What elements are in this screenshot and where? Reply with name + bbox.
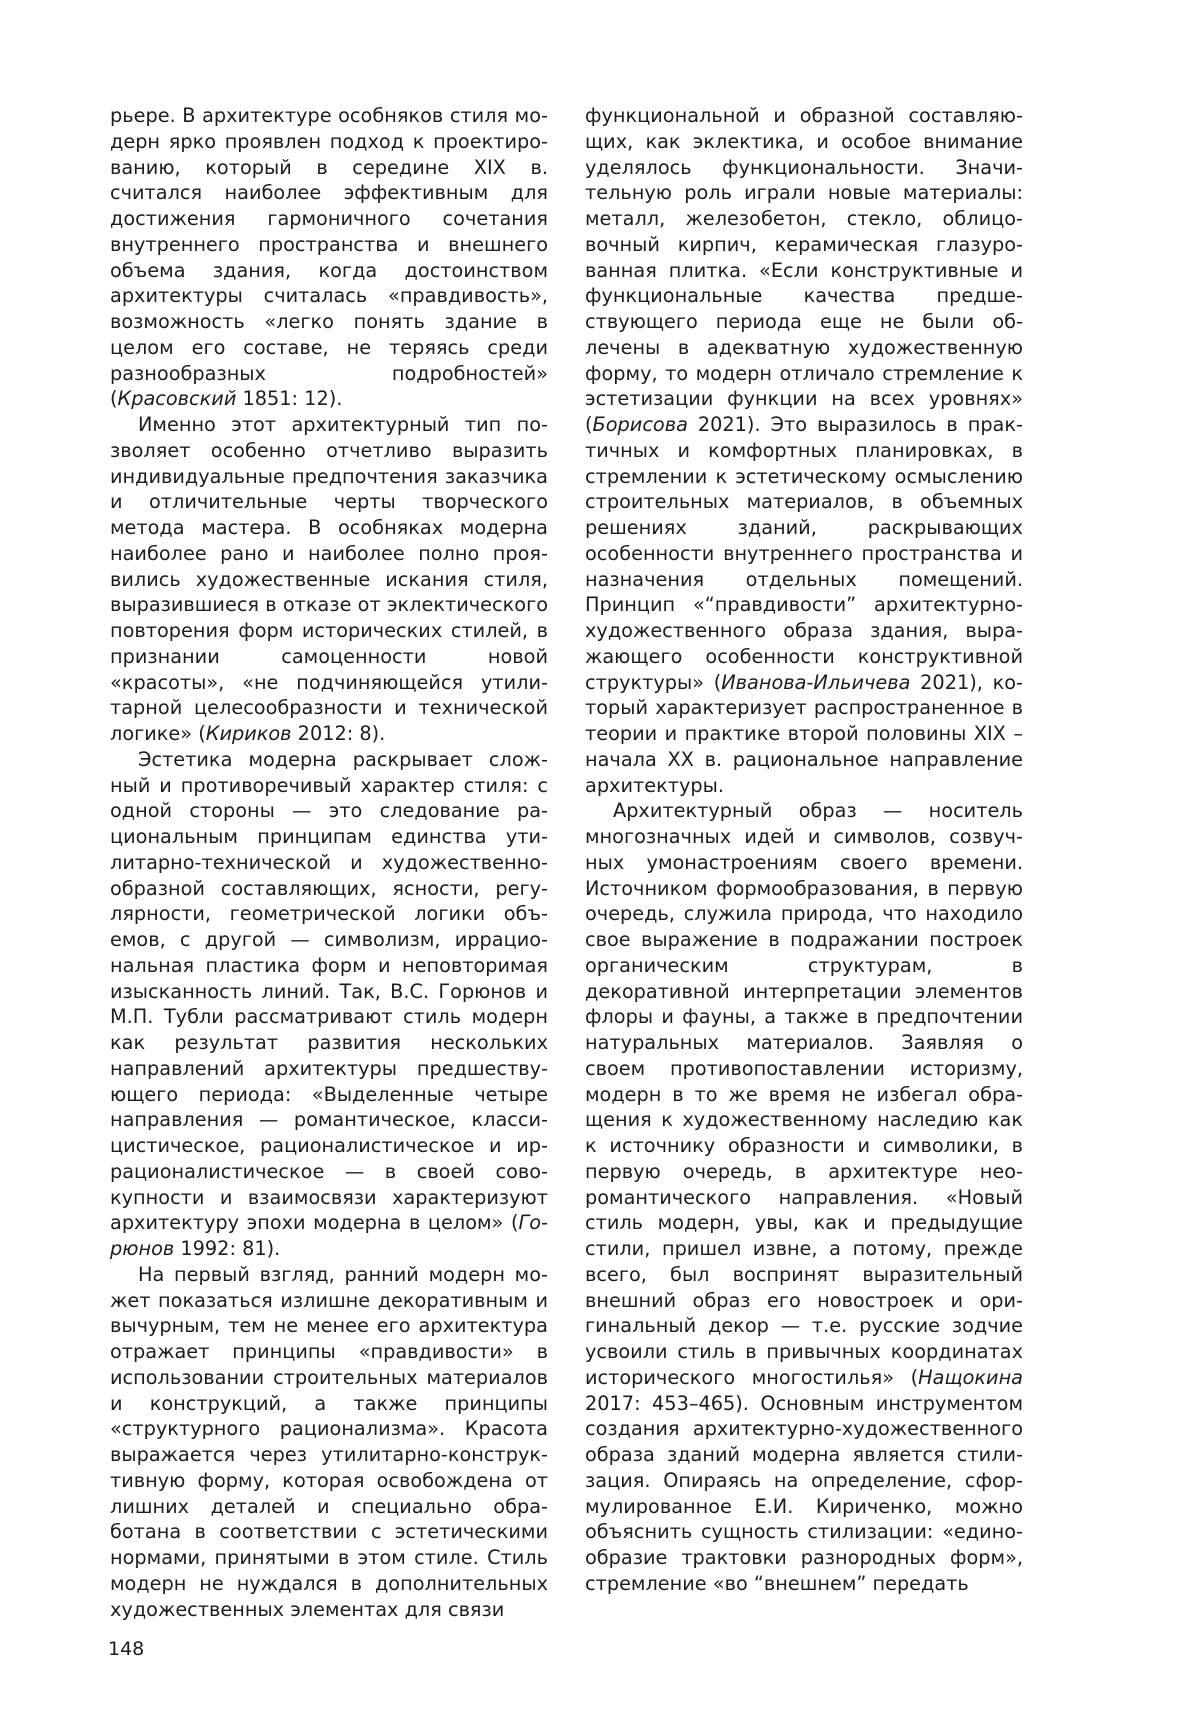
- citation-author: Красовский: [117, 387, 237, 411]
- paragraph-text: функциональной и образной составляющих, как эклектика, и особое внимание уделялось функциональности. Значительную роль играли новые материалы: металл, железобетон, стекло, облицовочный кирпич, керамическая глазурованная плитка. «Если конструктивные и функциональные качества предшествующего периода еще не были облечены в адекватную художественную форму, то модерн отличало стремление к эстетизации функции на всех уровнях» (: [585, 104, 1023, 436]
- body-paragraph: [110, 747, 548, 1262]
- paragraph-text: 2017: 453–465). Основным инструментом создания архитектурно-художественного образа зданий модерна является стилизация. Опираясь на определение, сформулированное Е.И. Кириченко, можно объяснить сущность стилизации: «единообразие трактовки разнородных форм», стремление «во “внешнем” передать: [585, 1391, 1023, 1595]
- body-paragraph: [585, 103, 1023, 798]
- paragraph-text: 1851: 12).: [236, 387, 343, 411]
- citation-author: Борисова: [592, 413, 688, 436]
- paragraph-text: Именно этот архитектурный тип позволяет особенно отчетливо выразить индивидуальные предпочтения заказчика и отличительные черты творческого метода мастера. В особняках модерна наиболее рано и наиболее полно проявились художественные искания стиля, выразившиеся в отказе от эклектического повторения форм исторических стилей, в признании самоценности новой «красоты», «не подчиняющейся утилитарной целесообразности и технической логике» (: [110, 413, 548, 745]
- citation-author: Кириков: [205, 722, 292, 745]
- left-text-column: [110, 103, 548, 1622]
- paragraph-text: 2012: 8).: [291, 722, 386, 745]
- body-paragraph: [110, 1262, 548, 1623]
- citation-author: Горюнов: [110, 1211, 548, 1260]
- body-paragraph: [110, 103, 548, 412]
- right-text-column: [585, 103, 1023, 1597]
- citation-author: Нащокина: [918, 1365, 1023, 1389]
- paragraph-text: 2021). Это выразилось в практичных и комфортных планировках, в стремлении к эстетическому осмыслению строительных материалов, в объемных решениях зданий, раскрывающих особенности внутреннего пространства и назначения отдельных помещений. Принцип «“правдивости” архитектурно-художественного образа здания, выражающего особенности конструктивной структуры» (: [585, 413, 1023, 694]
- body-paragraph: [585, 798, 1023, 1596]
- paragraph-text: рьере. В архитектуре особняков стиля модерн ярко проявлен подход к проектированию, который в середине XIX в. считался наиболее эффективным для достижения гармоничного сочетания внутреннего пространства и внешнего объема здания, когда достоинством архитектуры считалась «правдивость», возможность «легко понять здание в целом его составе, не теряясь среди разнообразных подробностей» (: [110, 104, 548, 411]
- paragraph-text: Эстетика модерна раскрывает сложный и противоречивый характер стиля: с одной стороны — это следование рациональным принципам единства утилитарно-технической и художественно-образной составляющих, ясности, регулярности, геометрической логики объемов, с другой — символизм, иррациональная пластика форм и неповторимая изысканность линий. Так, В.С. Горюнов и М.П. Тубли рассматривают стиль модерн как результат развития нескольких направлений архитектуры предшествующего периода: «Выделенные четыре направления — романтическое, классицистическое, рационалистическое и иррационалистическое — в своей совокупности и взаимосвязи характеризуют архитектуру эпохи модерна в целом» (: [110, 747, 548, 1235]
- page-number: 148: [108, 1638, 145, 1660]
- body-paragraph: [110, 412, 548, 747]
- paragraph-text: 1992: 81).: [174, 1237, 281, 1260]
- paragraph-text: На первый взгляд, ранний модерн может показаться излишне декоративным и вычурным, тем не менее его архитектура отражает принципы «правдивости» в использовании строительных материалов и конструкций, а также принципы «структурного рационализма». Красота выражается через утилитарно-конструктивную форму, которая освобождена от лишних деталей и специально обработана в соответствии с эстетическими нормами, принятыми в этом стиле. Стиль модерн не нуждался в дополнительных художественных элементах для связи: [110, 1262, 548, 1621]
- paragraph-text: 2021), который характеризует распространенное в теории и практике второй половины XIX – начала XX в. рациональное направление архитектуры.: [585, 670, 1023, 797]
- citation-author: Иванова-Ильичева: [721, 670, 911, 694]
- paragraph-text: Архитектурный образ — носитель многозначных идей и символов, созвучных умонастроениям своего времени. Источником формообразования, в первую очередь, служила природа, что находило свое выражение в подражании построек органическим структурам, в декоративной интерпретации элементов флоры и фауны, а также в предпочтении натуральных материалов. Заявляя о своем противопоставлении историзму, модерн в то же время не избегал обращения к художественному наследию как к источнику образности и символики, в первую очередь, в архитектуре неоромантического направления. «Новый стиль модерн, увы, как и предыдущие стили, пришел извне, а потому, прежде всего, был воспринят выразительный внешний образ его новостроек и оригинальный декор — т.е. русские зодчие усвоили стиль в привычных координатах исторического многостилья» (: [585, 799, 1023, 1389]
